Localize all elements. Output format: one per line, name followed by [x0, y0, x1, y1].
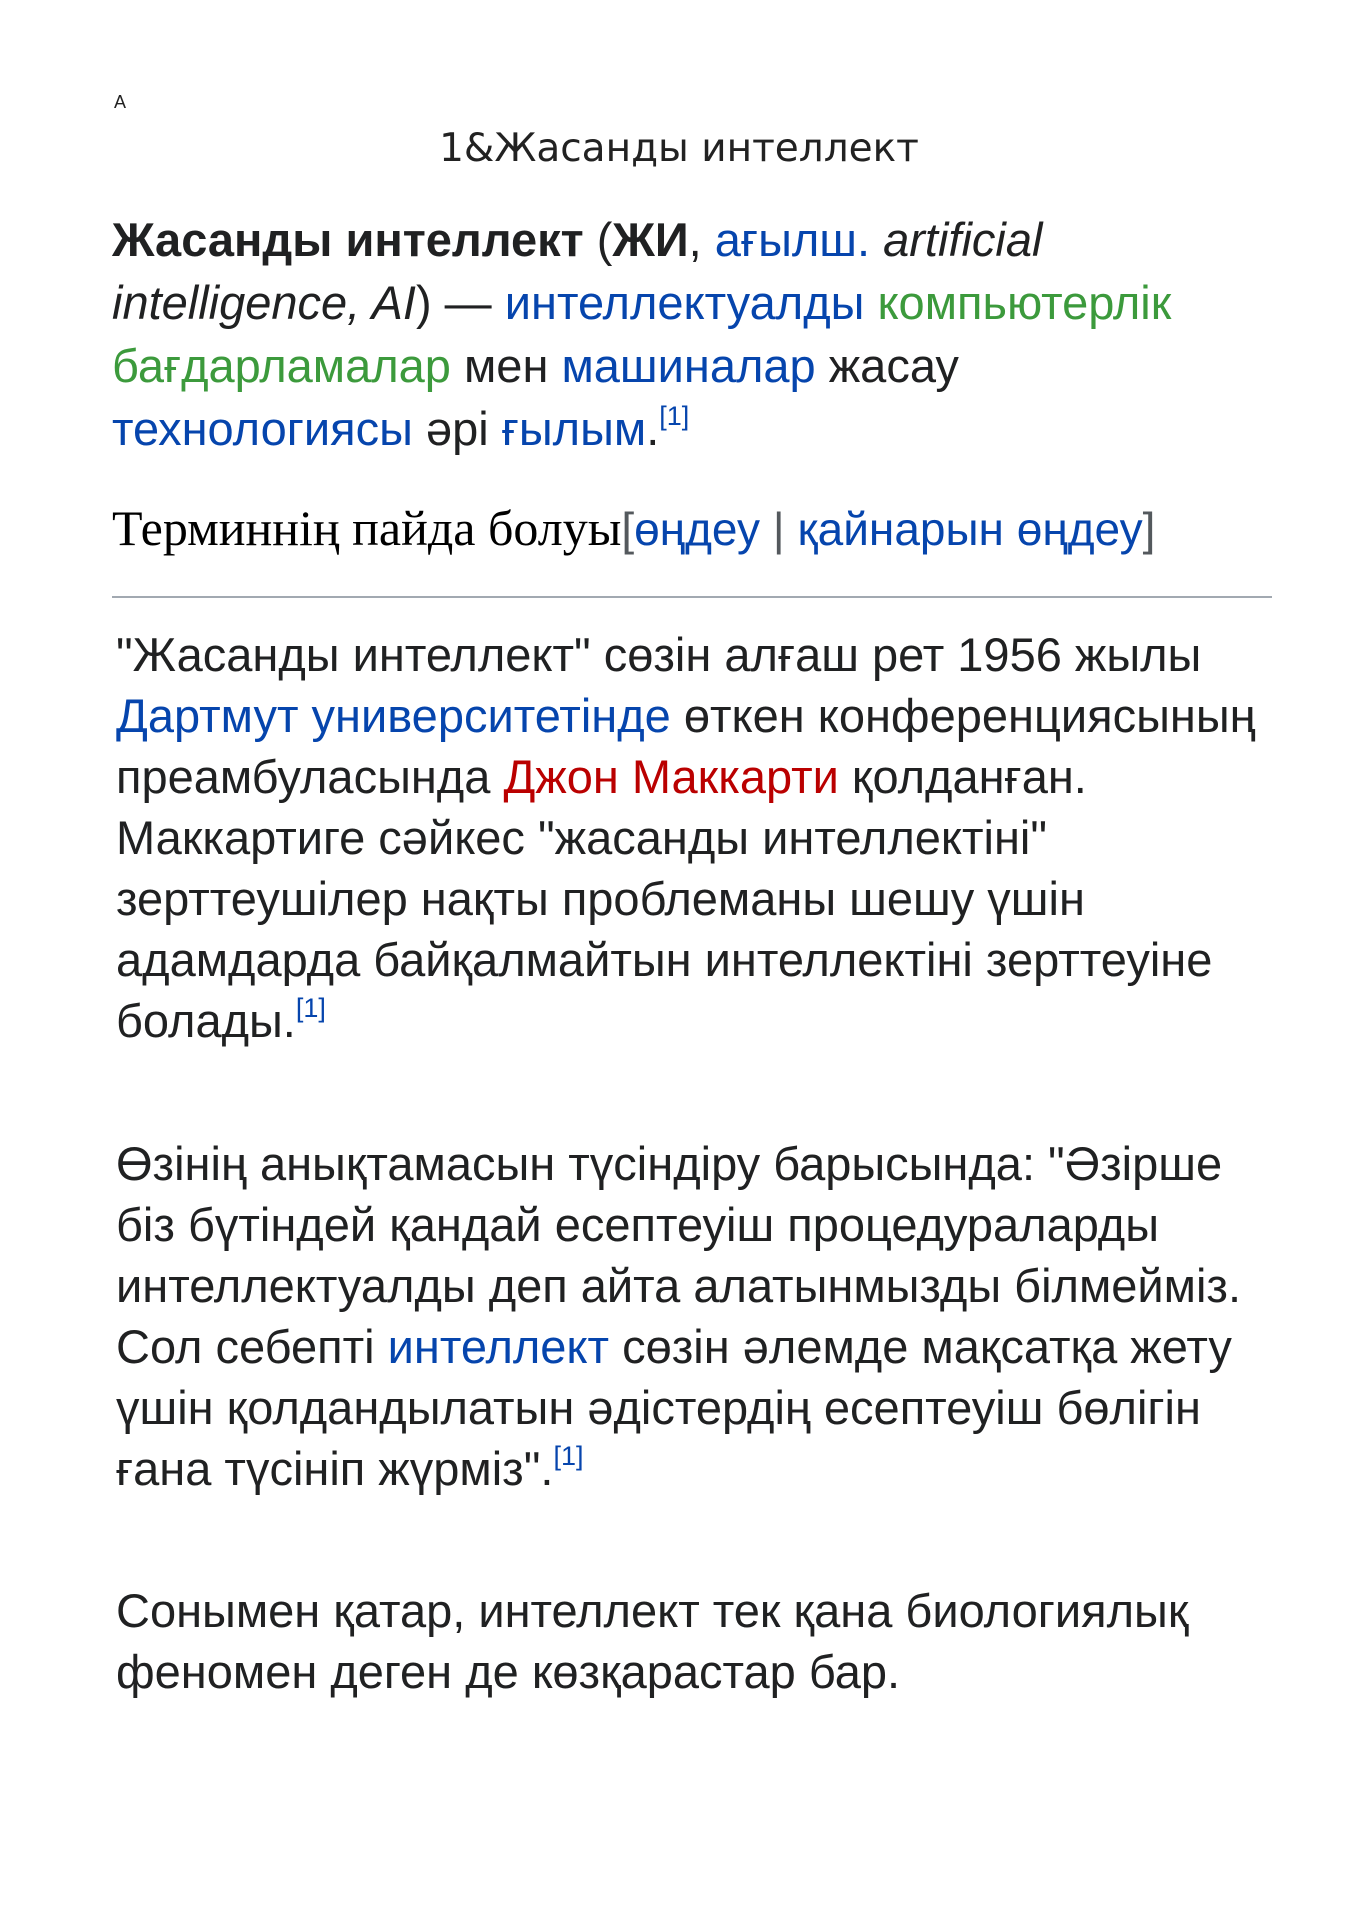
- paragraph-definition: [116, 1133, 1276, 1499]
- paragraph-text: қолданған. Маккартиге сәйкес "жасанды интеллектіні" зерттеушілер нақты проблеманы шешу үшін адамдарда байқалмайтын интеллектіні зерттеуіне болады.: [116, 750, 1213, 1047]
- lead-text-and: мен: [450, 339, 562, 392]
- section-divider: [112, 596, 1272, 598]
- link-machines[interactable]: машиналар: [561, 339, 816, 392]
- paragraph-biological-view: Сонымен қатар, интеллект тек қана биологиялық феномен деген де көзқарастар бар.: [116, 1584, 1189, 1698]
- link-dartmouth-university[interactable]: Дартмут университетінде: [116, 689, 671, 742]
- section-edit-links: [621, 503, 1155, 555]
- paragraph-text: "Жасанды интеллект" сөзін алғаш рет 1956 жылы: [116, 628, 1202, 681]
- link-computer-programs[interactable]: компьютерлік бағдарламалар: [112, 276, 1172, 392]
- language-link[interactable]: ағылш.: [714, 213, 871, 266]
- paragraph-text: Өзінің анықтамасын түсіндіру барысында: "Әзірше біз бүтіндей қандай есептеуіш процедураларды интеллектуалды деп айта алатынмызды білмейміз. Сол себепті: [116, 1137, 1242, 1373]
- english-term: artificial intelligence, AI: [112, 213, 1043, 329]
- lead-text-also: әрі: [412, 402, 502, 455]
- paragraph-text: сөзін әлемде мақсатқа жету үшін қолдандылатын әдістердің есептеуіш бөлігін ғана түсініп жүрміз".: [116, 1320, 1232, 1495]
- lead-term: Жасанды интеллект: [112, 213, 584, 266]
- lead-paren-close: ) —: [415, 276, 505, 329]
- edit-link[interactable]: өңдеу: [634, 503, 760, 555]
- lead-space: [864, 276, 877, 329]
- edit-source-link[interactable]: қайнарын өңдеу: [797, 503, 1143, 555]
- reference-link[interactable]: [1]: [295, 993, 326, 1023]
- paragraph-term-origin: [116, 624, 1276, 1051]
- reference-link[interactable]: [1]: [659, 401, 690, 431]
- section-heading-text: Терминнің пайда болуы: [112, 500, 622, 556]
- link-john-mccarthy[interactable]: Джон Маккарти: [503, 750, 839, 803]
- edit-separator: |: [760, 503, 798, 555]
- link-intellectual[interactable]: интеллектуалды: [504, 276, 865, 329]
- edit-bracket-open: [: [621, 503, 635, 555]
- lead-abbreviation: ЖИ: [612, 213, 689, 266]
- lead-text-making: жасау: [815, 339, 959, 392]
- page-corner-mark: A: [114, 92, 127, 112]
- section-heading: [112, 496, 1272, 561]
- edit-bracket-close: ]: [1142, 503, 1156, 555]
- lead-paren-open: (: [583, 213, 613, 266]
- lead-paragraph: [112, 208, 1272, 460]
- page-title: 1&Жасанды интеллект: [439, 126, 919, 171]
- lead-comma: ,: [688, 213, 715, 266]
- link-intellect[interactable]: интеллект: [387, 1320, 610, 1373]
- lead-period: .: [646, 402, 660, 455]
- link-technology[interactable]: технологиясы: [112, 402, 413, 455]
- paragraph-text: өткен конференциясының преамбуласында: [116, 689, 1256, 803]
- link-science[interactable]: ғылым: [501, 402, 647, 455]
- reference-link[interactable]: [1]: [553, 1441, 584, 1471]
